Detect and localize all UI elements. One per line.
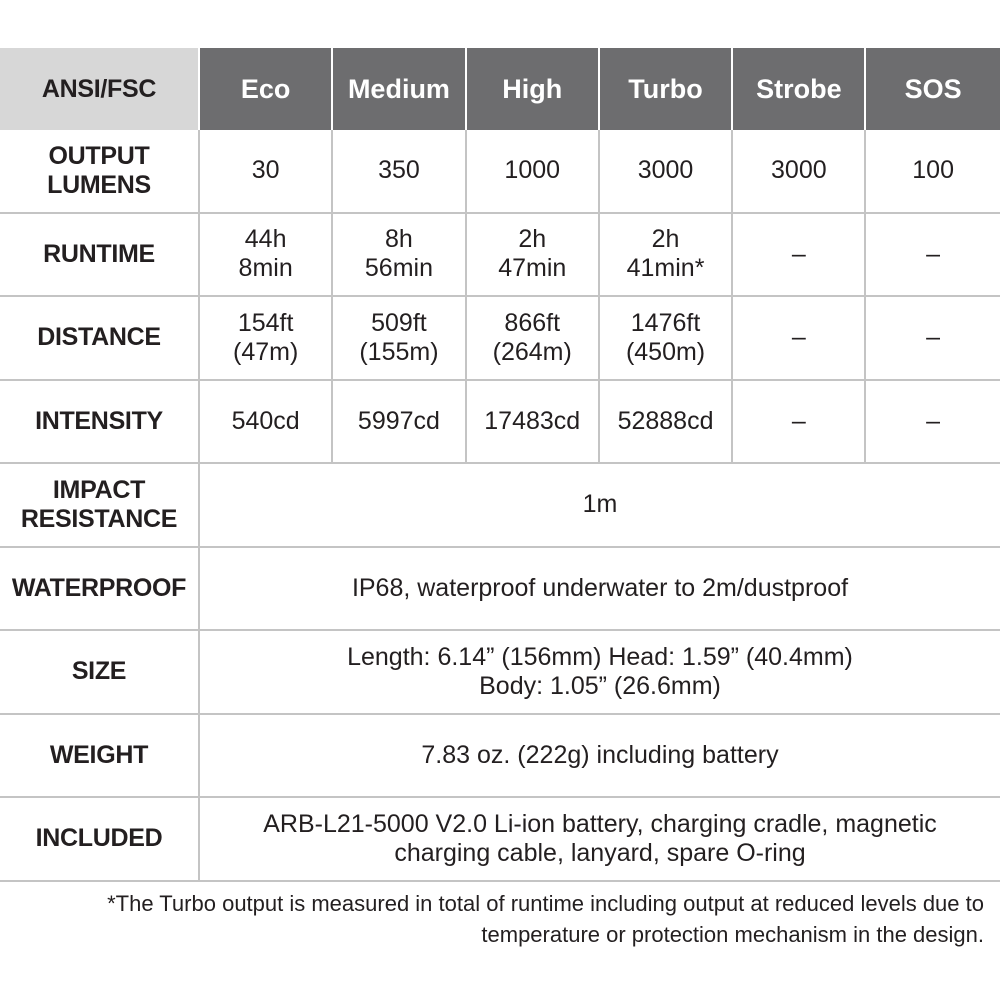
table-row-output-lumens bbox=[0, 130, 1000, 214]
table-row-impact-resistance bbox=[0, 464, 1000, 548]
corner-label: ANSI/FSC bbox=[0, 48, 200, 130]
table-cell: – bbox=[926, 239, 941, 268]
table-cell: – bbox=[733, 381, 866, 463]
spec-table bbox=[0, 48, 1000, 882]
table-cell: 350 bbox=[333, 130, 466, 212]
mode-header-medium: Medium bbox=[333, 48, 466, 130]
row-label: WATERPROOF bbox=[0, 548, 200, 630]
table-cell: – bbox=[926, 323, 941, 352]
table-row-included bbox=[0, 798, 1000, 882]
table-cell: IP68, waterproof underwater to 2m/dustproof bbox=[351, 573, 849, 602]
table-row-weight bbox=[0, 715, 1000, 799]
mode-header-strobe: Strobe bbox=[733, 48, 866, 130]
table-cell: 5997cd bbox=[333, 381, 466, 463]
table-cell: 52888cd bbox=[600, 381, 733, 463]
table-cell: 1m bbox=[582, 490, 618, 519]
row-label: DISTANCE bbox=[0, 297, 200, 379]
mode-header-sos: SOS bbox=[866, 48, 999, 130]
table-cell: 17483cd bbox=[467, 381, 600, 463]
row-label: SIZE bbox=[0, 631, 200, 713]
table-cell: 154ft (47m) bbox=[200, 297, 333, 379]
table-row-size bbox=[0, 631, 1000, 715]
table-cell: 509ft (155m) bbox=[333, 297, 466, 379]
table-cell: 7.83 oz. (222g) including battery bbox=[421, 740, 779, 769]
row-label: WEIGHT bbox=[0, 715, 200, 797]
row-label: RUNTIME bbox=[0, 214, 200, 296]
table-row-runtime bbox=[0, 214, 1000, 298]
table-cell: 3000 bbox=[733, 130, 866, 212]
table-cell: Length: 6.14” (156mm) Head: 1.59” (40.4mm) Body: 1.05” (26.6mm) bbox=[347, 642, 853, 700]
table-cell: 30 bbox=[200, 130, 333, 212]
table-row-waterproof bbox=[0, 548, 1000, 632]
row-label: INTENSITY bbox=[0, 381, 200, 463]
row-label: INCLUDED bbox=[0, 798, 200, 880]
table-cell: 866ft (264m) bbox=[467, 297, 600, 379]
table-header-row bbox=[0, 48, 1000, 130]
table-cell: 1000 bbox=[467, 130, 600, 212]
table-cell: – bbox=[926, 406, 941, 435]
table-cell: 2h 41min* bbox=[600, 214, 733, 296]
mode-header-turbo: Turbo bbox=[600, 48, 733, 130]
table-cell: ARB-L21-5000 V2.0 Li-ion battery, charging cradle, magnetic charging cable, lanyard, spare O-ring bbox=[263, 809, 937, 867]
footnote: *The Turbo output is measured in total of runtime including output at reduced levels due to temperature or protection mechanism in the design. bbox=[107, 891, 984, 947]
row-label: IMPACT RESISTANCE bbox=[0, 464, 200, 546]
table-cell: 8h 56min bbox=[333, 214, 466, 296]
table-cell: 3000 bbox=[600, 130, 733, 212]
table-row-distance bbox=[0, 297, 1000, 381]
table-cell: – bbox=[733, 214, 866, 296]
row-label: OUTPUT LUMENS bbox=[0, 130, 200, 212]
table-cell: 2h 47min bbox=[467, 214, 600, 296]
table-cell: 1476ft (450m) bbox=[600, 297, 733, 379]
table-cell: 44h 8min bbox=[200, 214, 333, 296]
table-cell: 100 bbox=[912, 156, 954, 185]
table-row-intensity bbox=[0, 381, 1000, 465]
mode-header-high: High bbox=[467, 48, 600, 130]
table-cell: 540cd bbox=[200, 381, 333, 463]
mode-header-eco: Eco bbox=[200, 48, 333, 130]
table-cell: – bbox=[733, 297, 866, 379]
